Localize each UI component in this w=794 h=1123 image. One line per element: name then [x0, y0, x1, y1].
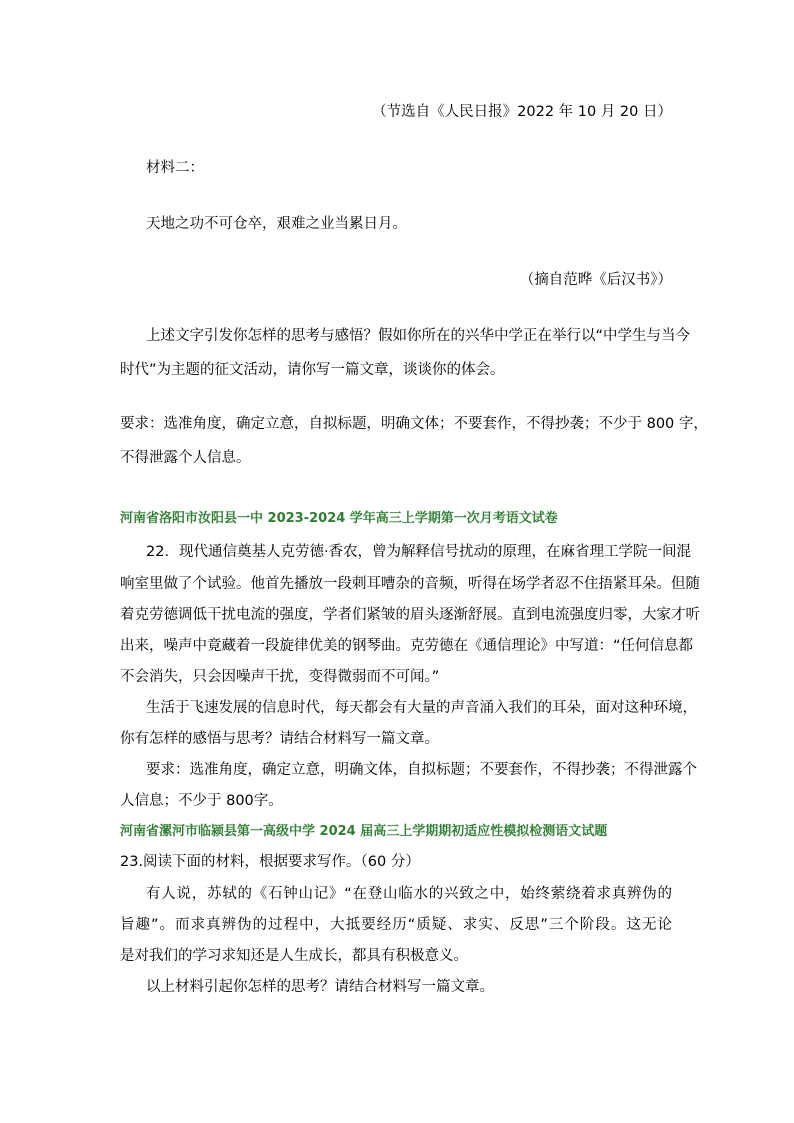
q22-requirement-line-2: 人信息；不少于 800字。 [120, 793, 283, 809]
q22-line-5: 不会消失，只会因噪声干扰，变得微弱而不可闻。” [120, 669, 440, 685]
section-heading-1: 河南省洛阳市汝阳县一中 2023-2024 学年高三上学期第一次月考语文试卷 [120, 511, 558, 526]
q23-title: 23.阅读下面的材料，根据要求写作。（60 分） [120, 854, 420, 870]
q22-requirement-line-1: 要求：选准角度，确定立意，明确文体，自拟标题；不要套作，不得抄袭；不得泄露个 [146, 762, 697, 778]
prompt-line-2: 时代”为主题的征文活动，请你写一篇文章，谈谈你的体会。 [120, 362, 505, 378]
q23-line-1: 有人说，苏轼的《石钟山记》“在登山临水的兴致之中，始终萦绕着求真辨伪的 [146, 886, 672, 902]
q22-line-1: 22．现代通信奠基人克劳德·香农，曾为解释信号扰动的原理，在麻省理工学院一间混 [146, 544, 692, 560]
q23-line-4: 以上材料引起你怎样的思考？请结合材料写一篇文章。 [146, 979, 494, 995]
source-citation-1: （节选自《人民日报》2022 年 10 月 20 日） [372, 104, 672, 120]
q23-line-3: 是对我们的学习求知还是人生成长，都具有积极意义。 [120, 948, 468, 964]
material2-label: 材料二： [146, 160, 204, 176]
q22-line-3: 着克劳德调低干扰电流的强度，学者们紧皱的眉头逐渐舒展。直到电流强度归零，大家才听 [120, 607, 700, 623]
section-heading-2: 河南省漯河市临颍县第一高级中学 2024 届高三上学期期初适应性模拟检测语文试题 [120, 824, 608, 839]
q23-line-2: 旨趣”。而求真辨伪的过程中，大抵要经历“质疑、求实、反思”三个阶段。这无论 [120, 917, 672, 933]
requirement-1-line-2: 不得泄露个人信息。 [120, 450, 251, 466]
material2-text: 天地之功不可仓卒，艰难之业当累日月。 [146, 216, 407, 232]
source-citation-2: （摘自范晔《后汉书》） [519, 272, 672, 288]
q22-line-2: 响室里做了个试验。他首先播放一段刺耳嘈杂的音频，听得在场学者忍不住捂紧耳朵。但随 [120, 576, 700, 592]
requirement-1-line-1: 要求：选准角度，确定立意，自拟标题，明确文体；不要套作，不得抄袭；不少于 800 字， [120, 416, 708, 432]
q22-line-4: 出来，噪声中竟藏着一段旋律优美的钢琴曲。克劳德在《通信理论》中写道：“任何信息都 [120, 638, 694, 654]
prompt-line-1: 上述文字引发你怎样的思考与感悟？假如你所在的兴华中学正在举行以“中学生与当今 [146, 328, 691, 344]
q22-paragraph-2-line-2: 你有怎样的感悟与思考？请结合材料写一篇文章。 [120, 731, 439, 747]
q22-paragraph-2-line-1: 生活于飞速发展的信息时代，每天都会有大量的声音涌入我们的耳朵，面对这种环境， [146, 700, 697, 716]
